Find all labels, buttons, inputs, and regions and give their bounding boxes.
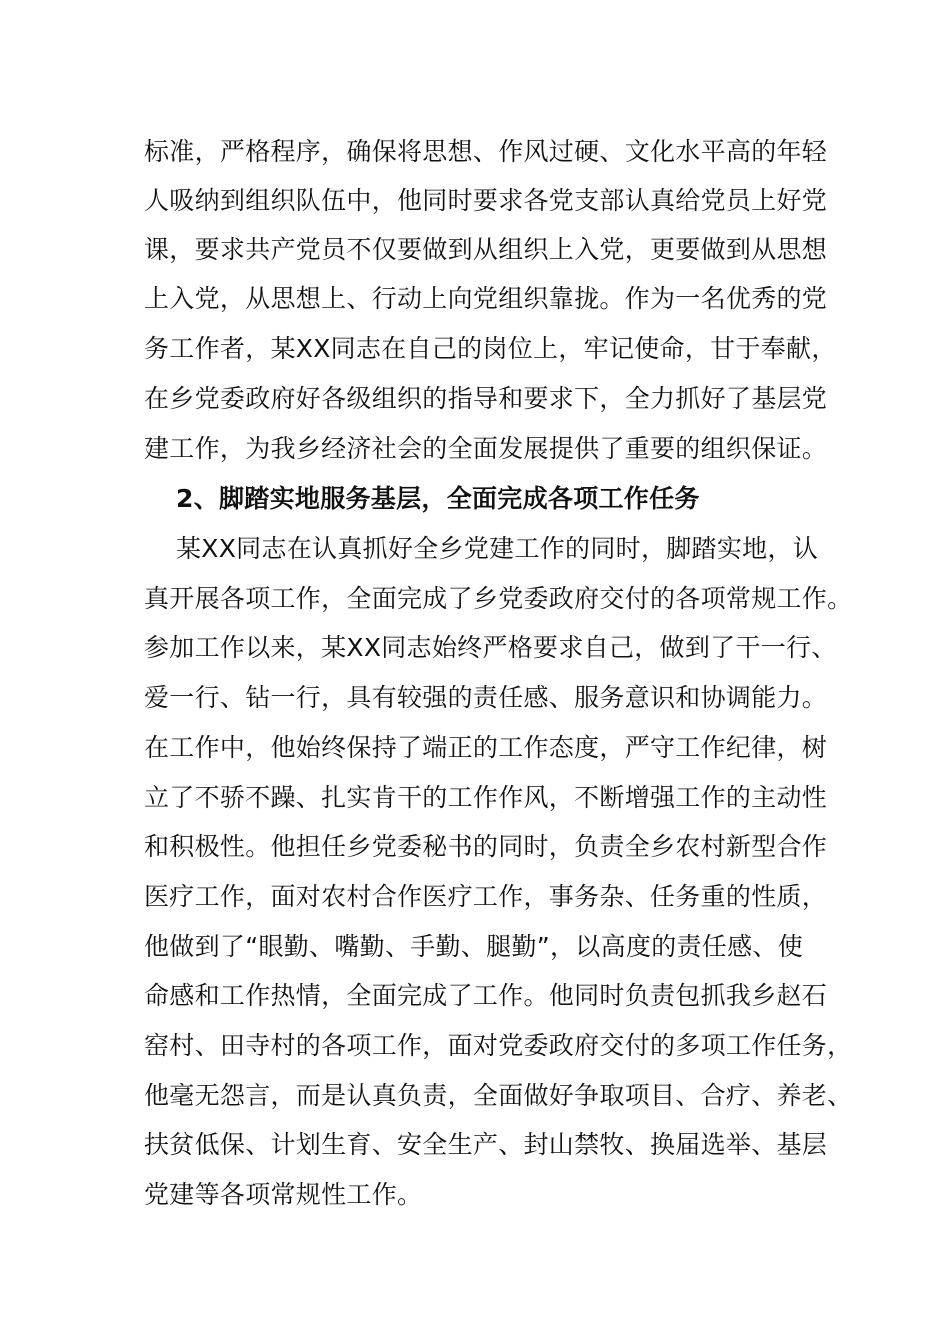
section-heading: 2、脚踏实地服务基层，全面完成各项工作任务 [176,484,700,513]
paragraph-line: 党建等各项常规性工作。 [144,1180,423,1209]
paragraph-line: 某XX同志在认真抓好全乡党建工作的同时，脚踏实地，认 [176,534,819,563]
paragraph-line: 他毫无怨言，而是认真负责，全面做好争取项目、合疗、养老、 [144,1081,853,1110]
paragraph-line: 他做到了“眼勤、嘴勤、手勤、腿勤”，以高度的责任感、使 [144,932,804,961]
paragraph-line: 务工作者，某XX同志在自己的岗位上，牢记使命，甘于奉献， [144,334,837,363]
paragraph-line: 窑村、田寺村的各项工作，面对党委政府交付的多项工作任务， [144,1031,853,1060]
paragraph-line: 爱一行、钻一行，具有较强的责任感、服务意识和协调能力。 [144,683,828,712]
paragraph-line: 标准，严格程序，确保将思想、作风过硬、文化水平高的年轻 [144,137,828,166]
paragraph-line: 在工作中，他始终保持了端正的工作态度，严守工作纪律，树 [144,733,828,762]
paragraph-line: 扶贫低保、计划生育、安全生产、封山禁牧、换届选举、基层 [144,1130,828,1159]
paragraph-line: 和积极性。他担任乡党委秘书的同时，负责全乡农村新型合作 [144,832,828,861]
paragraph-line: 真开展各项工作，全面完成了乡党委政府交付的各项常规工作。 [144,584,853,613]
paragraph-line: 人吸纳到组织队伍中，他同时要求各党支部认真给党员上好党 [144,186,828,215]
paragraph-line: 在乡党委政府好各级组织的指导和要求下，全力抓好了基层党 [144,384,828,413]
paragraph-line: 上入党，从思想上、行动上向党组织靠拢。作为一名优秀的党 [144,284,828,313]
paragraph-line: 建工作，为我乡经济社会的全面发展提供了重要的组织保证。 [144,434,828,463]
paragraph-line: 命感和工作热情，全面完成了工作。他同时负责包抓我乡赵石 [144,981,828,1010]
paragraph-line: 医疗工作，面对农村合作医疗工作，事务杂、任务重的性质， [144,882,828,911]
paragraph-line: 课，要求共产党员不仅要做到从组织上入党，更要做到从思想 [144,235,828,264]
paragraph-line: 立了不骄不躁、扎实肯干的工作作风，不断增强工作的主动性 [144,783,828,812]
paragraph-line: 参加工作以来，某XX同志始终严格要求自己，做到了干一行、 [144,633,837,662]
